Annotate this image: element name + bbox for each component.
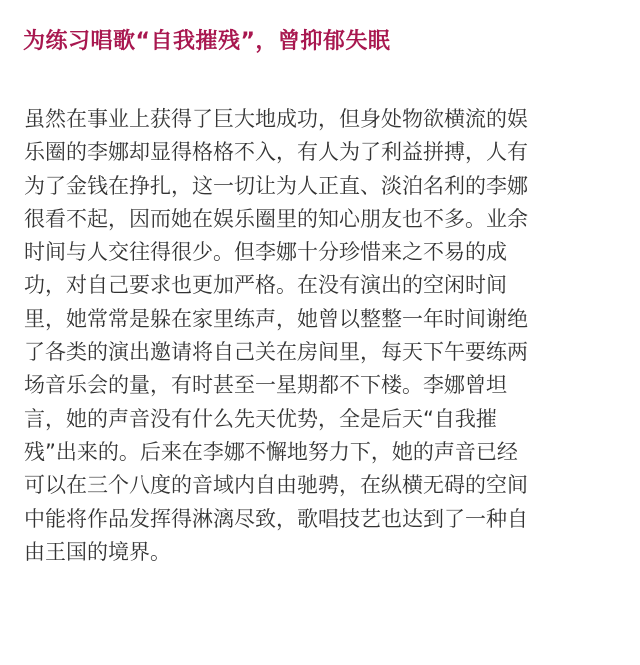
body-line: 场音乐会的量，有时甚至一星期都不下楼。李娜曾坦 bbox=[24, 373, 507, 398]
article-body bbox=[24, 103, 624, 569]
article-heading: 为练习唱歌“自我摧残”，曾抑郁失眠 bbox=[23, 29, 391, 54]
body-line: 为了金钱在挣扎，这一切让为人正直、淡泊名利的李娜 bbox=[24, 173, 528, 198]
body-line: 时间与人交往得很少。但李娜十分珍惜来之不易的成 bbox=[24, 240, 507, 265]
body-line: 言，她的声音没有什么先天优势，全是后天“自我摧 bbox=[24, 406, 497, 431]
body-line: 乐圈的李娜却显得格格不入，有人为了利益拼搏，人有 bbox=[24, 140, 528, 165]
body-line: 残”出来的。后来在李娜不懈地努力下，她的声音已经 bbox=[24, 439, 518, 464]
body-line: 很看不起，因而她在娱乐圈里的知心朋友也不多。业余 bbox=[24, 206, 528, 231]
body-line: 中能将作品发挥得淋漓尽致，歌唱技艺也达到了一种自 bbox=[24, 506, 528, 531]
body-line: 了各类的演出邀请将自己关在房间里，每天下午要练两 bbox=[24, 340, 528, 365]
body-line: 功，对自己要求也更加严格。在没有演出的空闲时间 bbox=[24, 273, 507, 298]
body-line: 里，她常常是躲在家里练声，她曾以整整一年时间谢绝 bbox=[24, 306, 528, 331]
body-line: 由王国的境界。 bbox=[24, 539, 171, 564]
body-line: 虽然在事业上获得了巨大地成功，但身处物欲横流的娱 bbox=[24, 107, 528, 131]
body-line: 可以在三个八度的音域内自由驰骋，在纵横无碍的空间 bbox=[24, 473, 528, 498]
